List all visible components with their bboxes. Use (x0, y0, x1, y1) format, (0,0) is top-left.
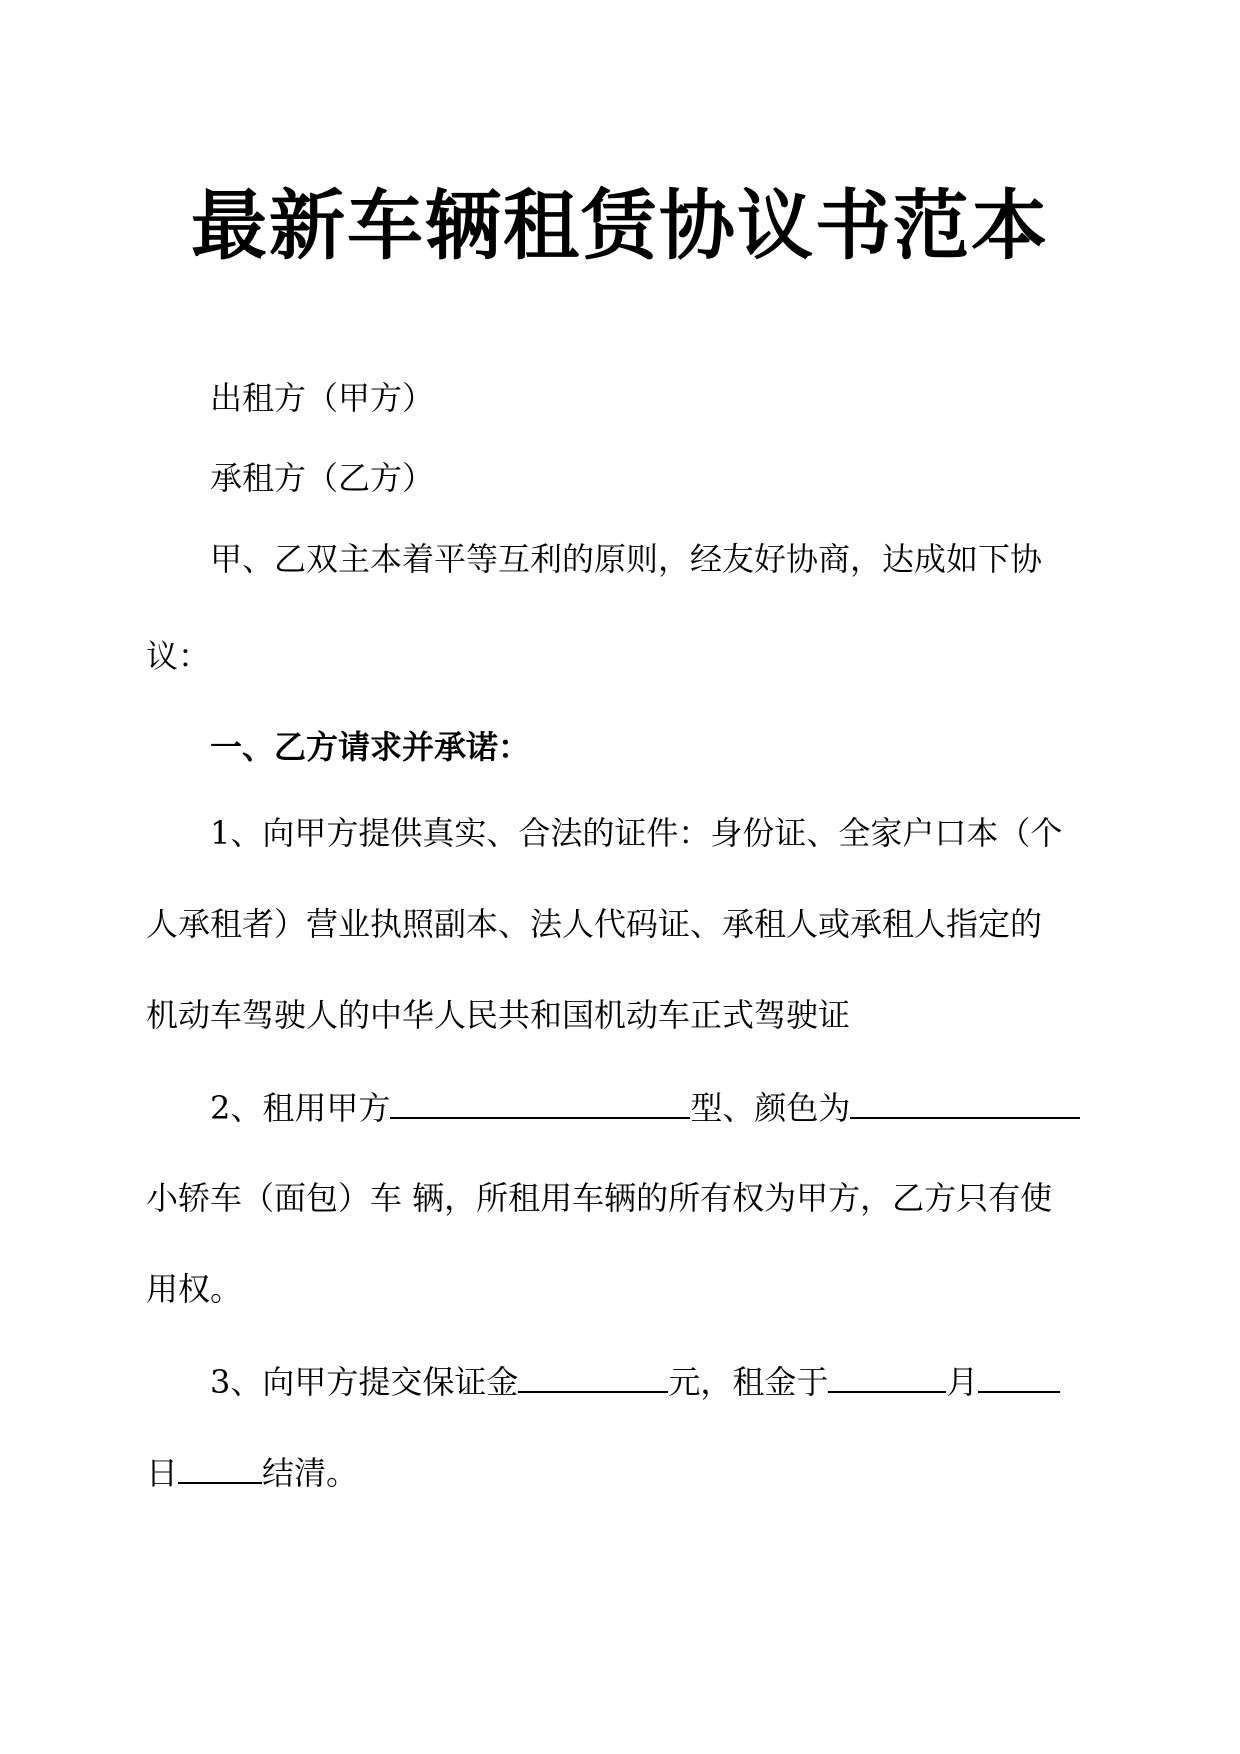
lessor-label: 出租方（甲方） (210, 379, 435, 417)
item-1-line-1: 1、向甲方提供真实、合法的证件：身份证、全家户口本（个 (210, 814, 1063, 852)
vehicle-model-blank (390, 1083, 690, 1119)
rent-day-blank-part-1 (978, 1357, 1060, 1393)
item-2-line-1 (210, 1083, 1170, 1132)
deposit-amount-blank (518, 1357, 668, 1393)
item-1-line-2: 人承租者）营业执照副本、法人代码证、承租人或承租人指定的 (146, 905, 1043, 943)
intro-line-1: 甲、乙双主本着平等互利的原则，经友好协商，达成如下协 (210, 540, 1043, 578)
item-3-text-c: 月 (946, 1363, 979, 1401)
rent-month-blank (828, 1357, 946, 1393)
item-3-text-e: 结清。 (262, 1454, 359, 1492)
lessee-label: 承租方（乙方） (210, 459, 435, 497)
item-3-line-1 (210, 1357, 1170, 1406)
item-3-line-2 (146, 1448, 1106, 1497)
item-2-line-3: 用权。 (146, 1270, 243, 1308)
intro-line-2: 议： (146, 637, 211, 675)
item-1-line-3: 机动车驾驶人的中华人民共和国机动车正式驾驶证 (146, 996, 851, 1034)
rent-day-blank-part-2 (178, 1448, 262, 1484)
item-2-text-a: 2、租用甲方 (210, 1089, 391, 1127)
item-3-text-d: 日 (146, 1454, 179, 1492)
item-2-text-b: 型、颜色为 (690, 1089, 851, 1127)
document-title: 最新车辆租赁协议书范本 (191, 181, 1049, 270)
item-3-text-a: 3、向甲方提交保证金 (210, 1363, 519, 1401)
vehicle-color-blank (850, 1083, 1080, 1119)
section-1-heading: 一、乙方请求并承诺： (210, 728, 531, 766)
item-3-text-b: 元，租金于 (668, 1363, 829, 1401)
item-2-line-2: 小轿车（面包）车 辆，所租用车辆的所有权为甲方，乙方只有使 (146, 1179, 1053, 1217)
